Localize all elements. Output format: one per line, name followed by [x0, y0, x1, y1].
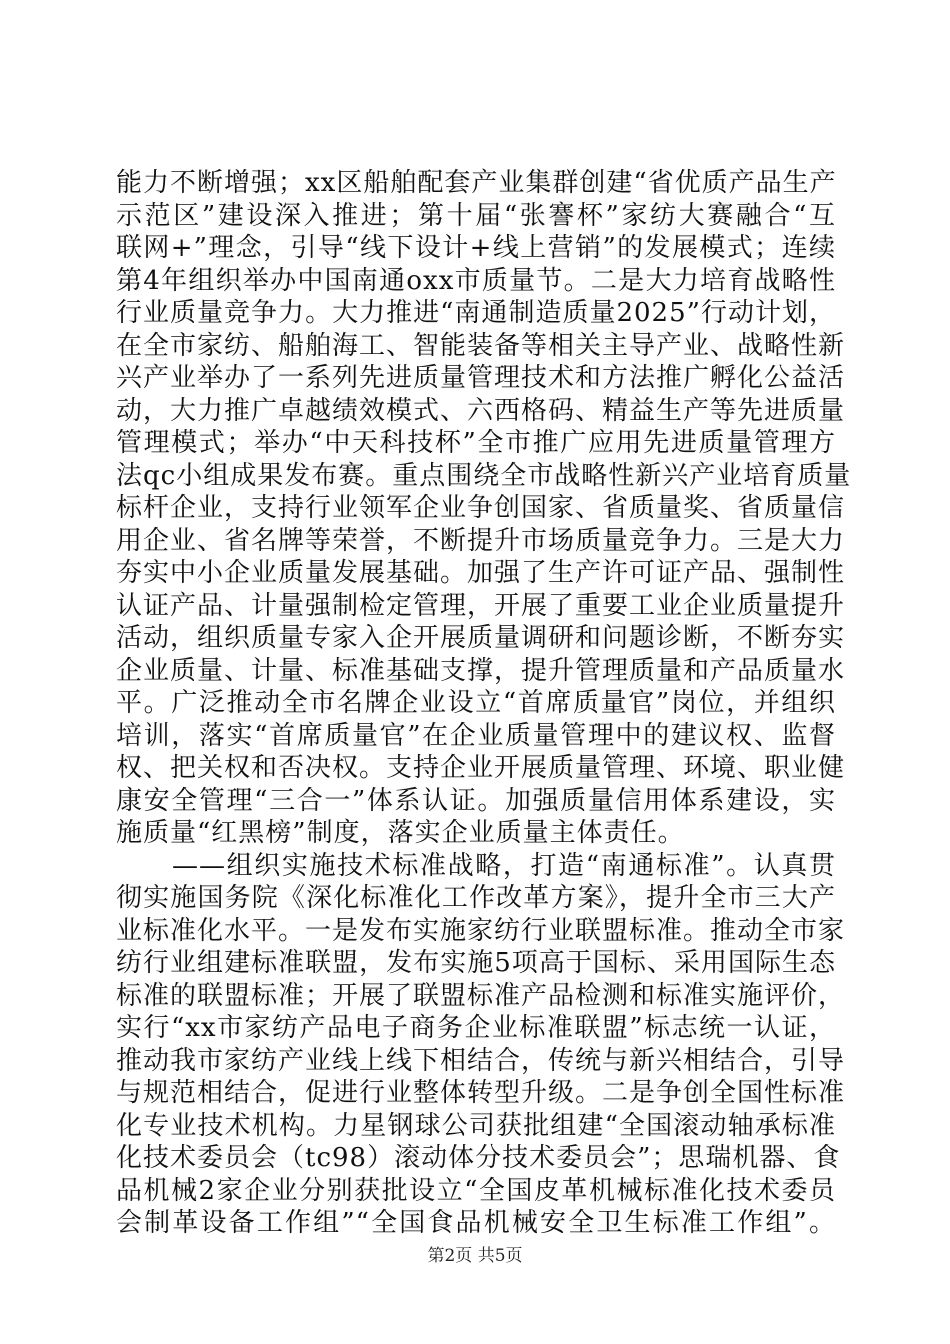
text-line: 企业质量、计量、标准基础支撑，提升管理质量和产品质量水 — [116, 655, 846, 686]
text-line: 业标准化水平。一是发布实施家纺行业联盟标准。推动全市家 — [116, 915, 846, 946]
text-line: 能力不断增强；xx区船舶配套产业集群创建“省优质产品生产 — [116, 168, 837, 198]
text-line: 用企业、省名牌等荣誉，不断提升市场质量竞争力。三是大力 — [116, 525, 846, 556]
text-line: 标准的联盟标准；开展了联盟标准产品检测和标准实施评价， — [116, 980, 846, 1011]
text-line: 兴产业举办了一系列先进质量管理技术和方法推广孵化公益活 — [116, 363, 846, 393]
text-line: 品机械2家企业分别获批设立“全国皮革机械标准化技术委员 — [116, 1175, 836, 1206]
text-line: 推动我市家纺产业线上线下相结合，传统与新兴相结合，引导 — [116, 1045, 846, 1076]
text-line: 认证产品、计量强制检定管理，开展了重要工业企业质量提升 — [116, 590, 846, 621]
text-line: 动，大力推广卓越绩效模式、六西格码、精益生产等先进质量 — [116, 395, 846, 426]
text-line: 活动，组织质量专家入企开展质量调研和问题诊断，不断夯实 — [116, 623, 846, 653]
text-line: 夯实中小企业质量发展基础。加强了生产许可证产品、强制性 — [116, 558, 846, 588]
text-line: 标杆企业，支持行业领军企业争创国家、省质量奖、省质量信 — [116, 493, 846, 523]
text-line: 行业质量竞争力。大力推进“南通制造质量2025”行动计划， — [116, 298, 836, 328]
text-line: 彻实施国务院《深化标准化工作改革方案》，提升全市三大产 — [116, 883, 836, 913]
text-line: 化技术委员会（tc98）滚动体分技术委员会”；思瑞机器、食 — [116, 1143, 841, 1173]
text-line: 法qc小组成果发布赛。重点围绕全市战略性新兴产业培育质量 — [116, 460, 852, 491]
text-line: 联网+”理念，引导“线下设计+线上营销”的发展模式；连续 — [116, 233, 836, 263]
text-line: 管理模式；举办“中天科技杯”全市推广应用先进质量管理方 — [116, 428, 836, 458]
text-line: 纺行业组建标准联盟，发布实施5项高于国标、采用国际生态 — [116, 948, 836, 978]
text-line: 化专业技术机构。力星钢球公司获批组建“全国滚动轴承标准 — [116, 1110, 836, 1141]
text-line: 康安全管理“三合一”体系认证。加强质量信用体系建设，实 — [116, 785, 836, 816]
text-line: ——组织实施技术标准战略，打造“南通标准”。认真贯 — [172, 850, 836, 881]
text-line: 培训，落实“首席质量官”在企业质量管理中的建议权、监督 — [116, 720, 836, 751]
text-line: 示范区”建设深入推进；第十届“张謇杯”家纺大赛融合“互 — [116, 200, 836, 231]
text-line: 会制革设备工作组”“全国食品机械安全卫生标准工作组”。 — [116, 1208, 836, 1238]
document-body — [116, 167, 852, 1240]
text-line: 施质量“红黑榜”制度，落实企业质量主体责任。 — [116, 818, 685, 848]
text-line: 第4年组织举办中国南通oxx市质量节。二是大力培育战略性 — [116, 265, 836, 296]
text-line: 实行“xx市家纺产品电子商务企业标准联盟”标志统一认证， — [116, 1013, 836, 1043]
text-line: 与规范相结合，促进行业整体转型升级。二是争创全国性标准 — [116, 1078, 846, 1108]
page-number-footer: 第2页 共5页 — [427, 1246, 523, 1266]
text-line: 在全市家纺、船舶海工、智能装备等相关主导产业、战略性新 — [116, 330, 846, 361]
text-line: 权、把关权和否决权。支持企业开展质量管理、环境、职业健 — [116, 753, 846, 783]
text-line: 平。广泛推动全市名牌企业设立“首席质量官”岗位，并组织 — [116, 688, 836, 718]
